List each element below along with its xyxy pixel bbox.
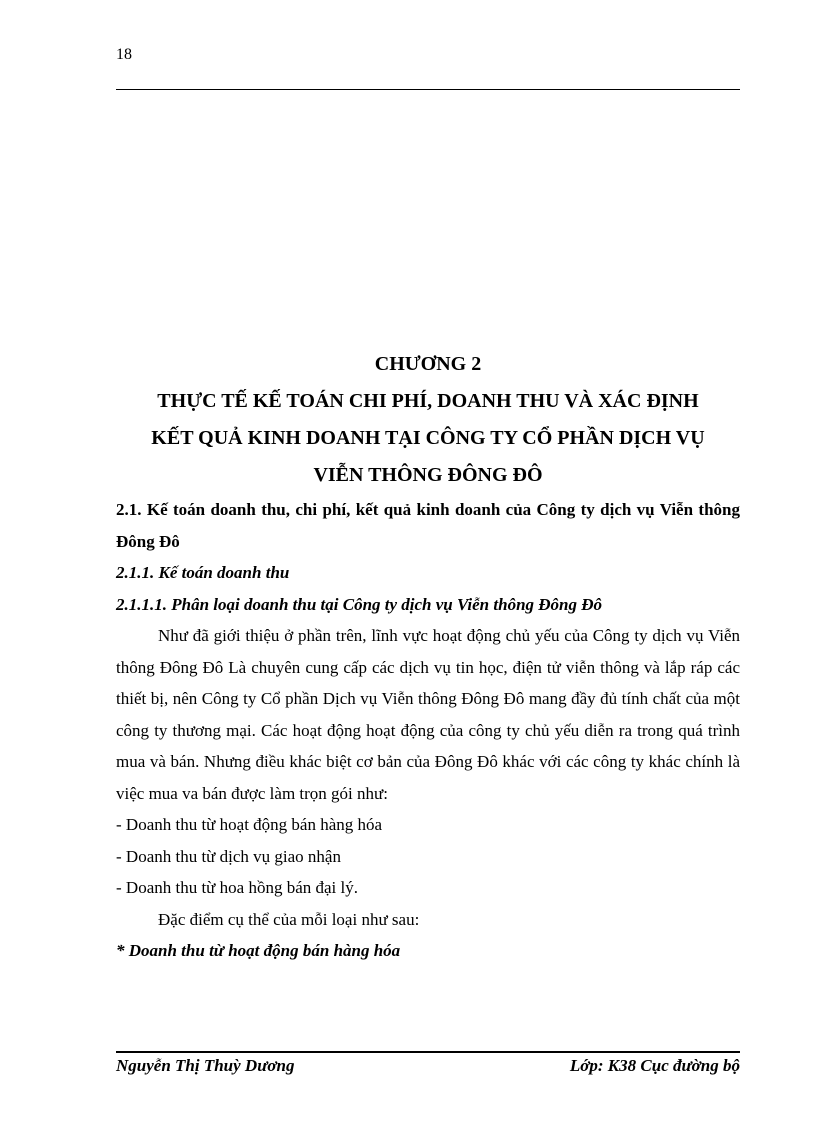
revenue-item: - Doanh thu từ dịch vụ giao nhận <box>116 846 341 866</box>
subheading-goods-revenue: * Doanh thu từ hoạt động bán hàng hóa <box>116 941 401 960</box>
footer-author: Nguyễn Thị Thuỳ Dương <box>116 1056 295 1075</box>
chapter-title-line-3: VIỄN THÔNG ĐÔNG ĐÔ <box>313 464 543 486</box>
chapter-label: CHƯƠNG 2 <box>374 353 482 375</box>
details-intro: Đặc điểm cụ thể của mỗi loại như sau: <box>158 909 420 929</box>
header-rule <box>116 89 740 90</box>
section-heading-2-1: 2.1. Kế toán doanh thu, chi phí, kết quả kinh doanh của Công ty dịch vụ Viễn thông Đông Đô <box>116 500 740 551</box>
chapter-title-line-1: THỰC TẾ KẾ TOÁN CHI PHÍ, DOANH THU VÀ XÁC ĐỊNH <box>157 390 699 412</box>
section-heading-2-1-1: 2.1.1. Kế toán doanh thu <box>116 563 290 582</box>
page-number: 18 <box>116 46 132 63</box>
section-heading-2-1-1-1: 2.1.1.1. Phân loại doanh thu tại Công ty dịch vụ Viễn thông Đông Đô <box>116 594 603 614</box>
revenue-item: - Doanh thu từ hoa hồng bán đại lý. <box>116 878 358 897</box>
intro-paragraph: Như đã giới thiệu ở phần trên, lĩnh vực hoạt động chủ yếu của Công ty dịch vụ Viễn thông Đông Đô Là chuyên cung cấp các dịch vụ tin học, điện tử viễn thông và lắp ráp các thiết bị, nên Công ty Cổ phần Dịch vụ Viễn thông Đông Đô mang đầy đủ tính chất của một công ty thương mại. Các hoạt động hoạt động của công ty chủ yếu diễn ra trong quá trình mua và bán. Nhưng điều khác biệt cơ bản của Đông Đô khác với các công ty khác chính là việc mua va bán được làm trọn gói như: <box>116 626 740 803</box>
document-body <box>116 494 740 967</box>
footer-class: Lớp: K38 Cục đường bộ <box>569 1056 740 1075</box>
footer-rule <box>116 1051 740 1053</box>
page-footer <box>116 1056 740 1076</box>
chapter-heading <box>116 346 740 494</box>
chapter-title-line-2: KẾT QUẢ KINH DOANH TẠI CÔNG TY CỔ PHẦN DỊCH VỤ <box>151 427 705 449</box>
revenue-item: - Doanh thu từ hoạt động bán hàng hóa <box>116 815 383 834</box>
